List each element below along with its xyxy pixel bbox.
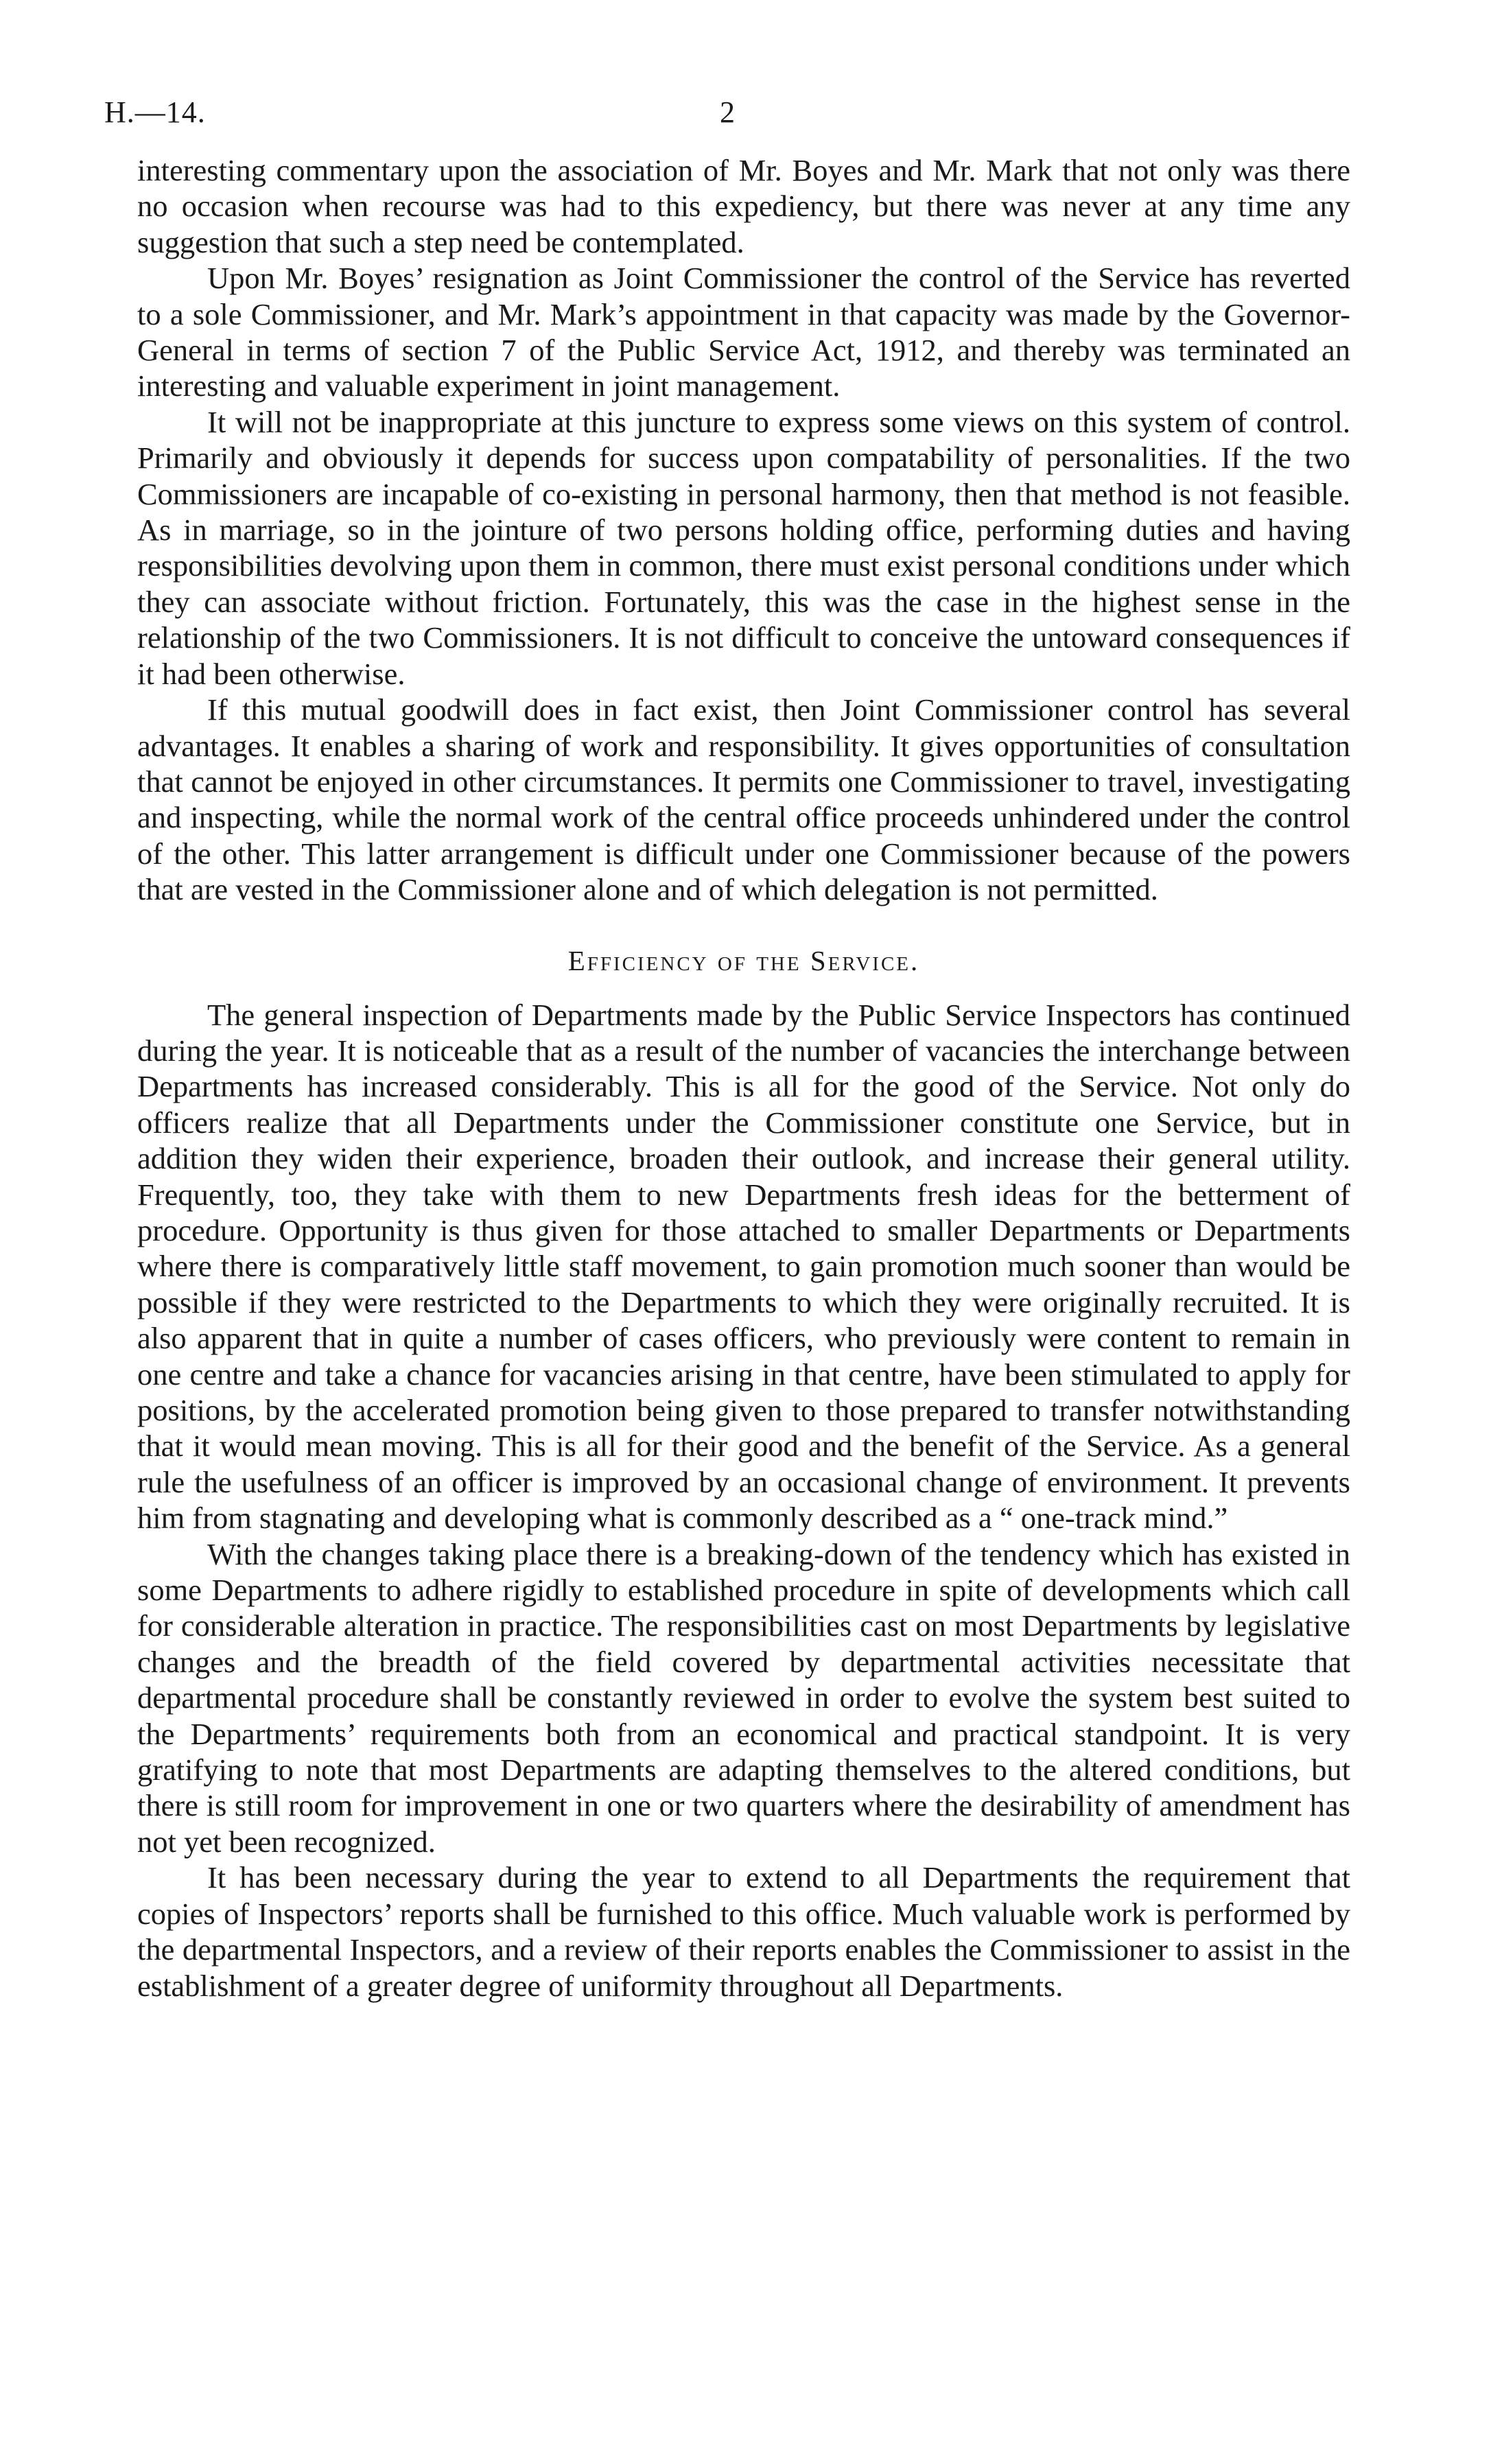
- paragraph: It will not be inappropriate at this juncture to express some views on this system of control. Primarily and obviously it depends for success upon compatability of personalities. If the two Commissioners are incapable of co-existing in personal harmony, then that method is not feasible. As in marriage, so in the jointure of two persons holding office, performing duties and having responsibilities devolving upon them in common, there must exist personal conditions under which they can associate without friction. Fortunately, this was the case in the highest sense in the relationship of the two Commissioners. It is not difficult to conceive the untoward consequences if it had been otherwise.: [137, 404, 1350, 691]
- paragraph: Upon Mr. Boyes’ resignation as Joint Commissioner the control of the Service has reverted to a sole Commissioner, and Mr. Mark’s appointment in that capacity was made by the Governor-General in terms of section 7 of the Public Service Act, 1912, and thereby was terminated an interesting and valuable experiment in joint management.: [137, 261, 1350, 403]
- page-header: [104, 95, 1350, 136]
- section-heading: Efficiency of the Service.: [567, 944, 920, 976]
- paragraph: If this mutual goodwill does in fact exist, then Joint Commissioner control has several advantages. It enables a sharing of work and responsibility. It gives opportunities of consultation that cannot be enjoyed in other circumstances. It permits one Commissioner to travel, investigating and inspecting, while the normal work of the central office proceeds unhindered under the control of the other. This latter arrangement is difficult under one Commissioner because of the powers that are vested in the Commissioner alone and of which delegation is not permitted.: [137, 692, 1350, 907]
- paragraph: It has been necessary during the year to extend to all Departments the requirement that copies of Inspectors’ reports shall be furnished to this office. Much valuable work is performed by the departmental Inspectors, and a review of their reports enables the Commissioner to assist in the establishment of a greater degree of uniformity throughout all Departments.: [137, 1860, 1350, 2003]
- paragraph-continued: interesting commentary upon the association of Mr. Boyes and Mr. Mark that not only was there no occasion when recourse was had to this expediency, but there was never at any time any suggestion that such a step need be contemplated.: [137, 153, 1350, 259]
- document-body: [137, 152, 1350, 2004]
- paragraph: With the changes taking place there is a breaking-down of the tendency which has existed in some Departments to adhere rigidly to established procedure in spite of developments which call for considerable alteration in practice. The responsibilities cast on most Departments by legislative changes and the breadth of the field covered by departmental activities necessitate that departmental procedure shall be constantly reviewed in order to evolve the system best suited to the Departments’ requirements both from an economical and practical standpoint. It is very gratifying to note that most Departments are adapting themselves to the altered conditions, but there is still room for improvement in one or two quarters where the desirability of amendment has not yet been recognized.: [137, 1536, 1350, 1859]
- page-number: 2: [720, 95, 735, 129]
- document-reference: H.—14.: [104, 95, 206, 129]
- paragraph: The general inspection of Departments made by the Public Service Inspectors has continued during the year. It is noticeable that as a result of the number of vacancies the interchange between Departments has increased considerably. This is all for the good of the Service. Not only do officers realize that all Departments under the Commissioner constitute one Service, but in addition they widen their experience, broaden their outlook, and increase their general utility. Frequently, too, they take with them to new Departments fresh ideas for the betterment of procedure. Opportunity is thus given for those attached to smaller Departments or Departments where there is comparatively little staff movement, to gain promotion much sooner than would be possible if they were restricted to the Departments to which they were originally recruited. It is also apparent that in quite a number of cases officers, who previously were content to remain in one centre and take a chance for vacancies arising in that centre, have been stimulated to apply for positions, by the accelerated promotion being given to those prepared to transfer notwithstanding that it would mean moving. This is all for their good and the benefit of the Service. As a general rule the usefulness of an officer is improved by an occasional change of environment. It prevents him from stagnating and developing what is commonly described as a “ one-track mind.”: [137, 997, 1350, 1536]
